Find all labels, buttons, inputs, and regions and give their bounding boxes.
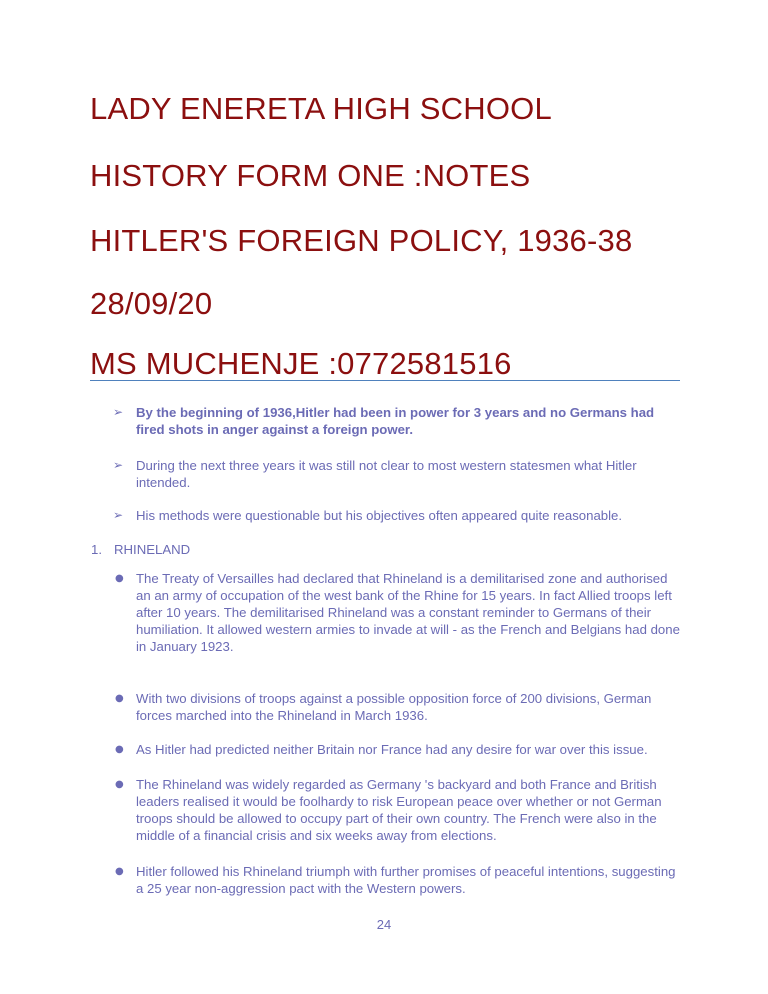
heading-underline-divider — [90, 380, 680, 381]
section-point-text: As Hitler had predicted neither Britain nor France had any desire for war over this issue. — [136, 742, 648, 757]
intro-point-text: By the beginning of 1936,Hitler had been in power for 3 years and no Germans had fired shots in anger against a foreign power. — [136, 405, 655, 437]
section-point-text: Hitler followed his Rhineland triumph with further promises of peaceful intentions, suggesting a 25 year non-aggression pact with the Western powers. — [136, 864, 676, 896]
section-number: 1. — [91, 542, 102, 557]
arrow-bullet-icon: ➢ — [113, 405, 124, 419]
section-title: RHINELAND — [114, 542, 191, 557]
arrow-bullet-icon: ➢ — [113, 458, 124, 472]
page-number: 24 — [376, 917, 392, 932]
dot-bullet-icon: ● — [115, 573, 124, 584]
intro-point-text: His methods were questionable but his objectives often appeared quite reasonable. — [136, 508, 623, 523]
arrow-bullet-icon: ➢ — [113, 508, 124, 522]
teacher-heading: MS MUCHENJE :0772581516 — [90, 346, 512, 381]
dot-bullet-icon: ● — [115, 744, 124, 755]
dot-bullet-icon: ● — [115, 779, 124, 790]
section-point-text: With two divisions of troops against a possible opposition force of 200 divisions, German forces marched into the Rhineland in March 1936. — [136, 691, 652, 723]
intro-point-text: During the next three years it was still not clear to most western statesmen what Hitler intended. — [136, 458, 637, 490]
section-point-text: The Treaty of Versailles had declared that Rhineland is a demilitarised zone and authorised an an army of occupation of the west bank of the Rhine for 15 years. In fact Allied troops left after 10 years. The demilitarised Rhineland was a constant reminder to Germans of their humiliation. It allowed western armies to invade at will - as the French and Belgians had done in January 1923. — [136, 571, 680, 654]
dot-bullet-icon: ● — [115, 866, 124, 877]
date-heading: 28/09/20 — [90, 286, 213, 321]
school-name-heading: LADY ENERETA HIGH SCHOOL — [90, 91, 552, 126]
topic-heading: HITLER'S FOREIGN POLICY, 1936-38 — [90, 223, 633, 258]
subject-heading: HISTORY FORM ONE :NOTES — [90, 158, 531, 193]
dot-bullet-icon: ● — [115, 693, 124, 704]
section-point-text: The Rhineland was widely regarded as Germany 's backyard and both France and British leaders realised it would be foolhardy to risk European peace over whether or not German troops should be allowed to occupy part of their own country. The French were also in the middle of a financial crisis and six weeks away from elections. — [136, 777, 662, 843]
